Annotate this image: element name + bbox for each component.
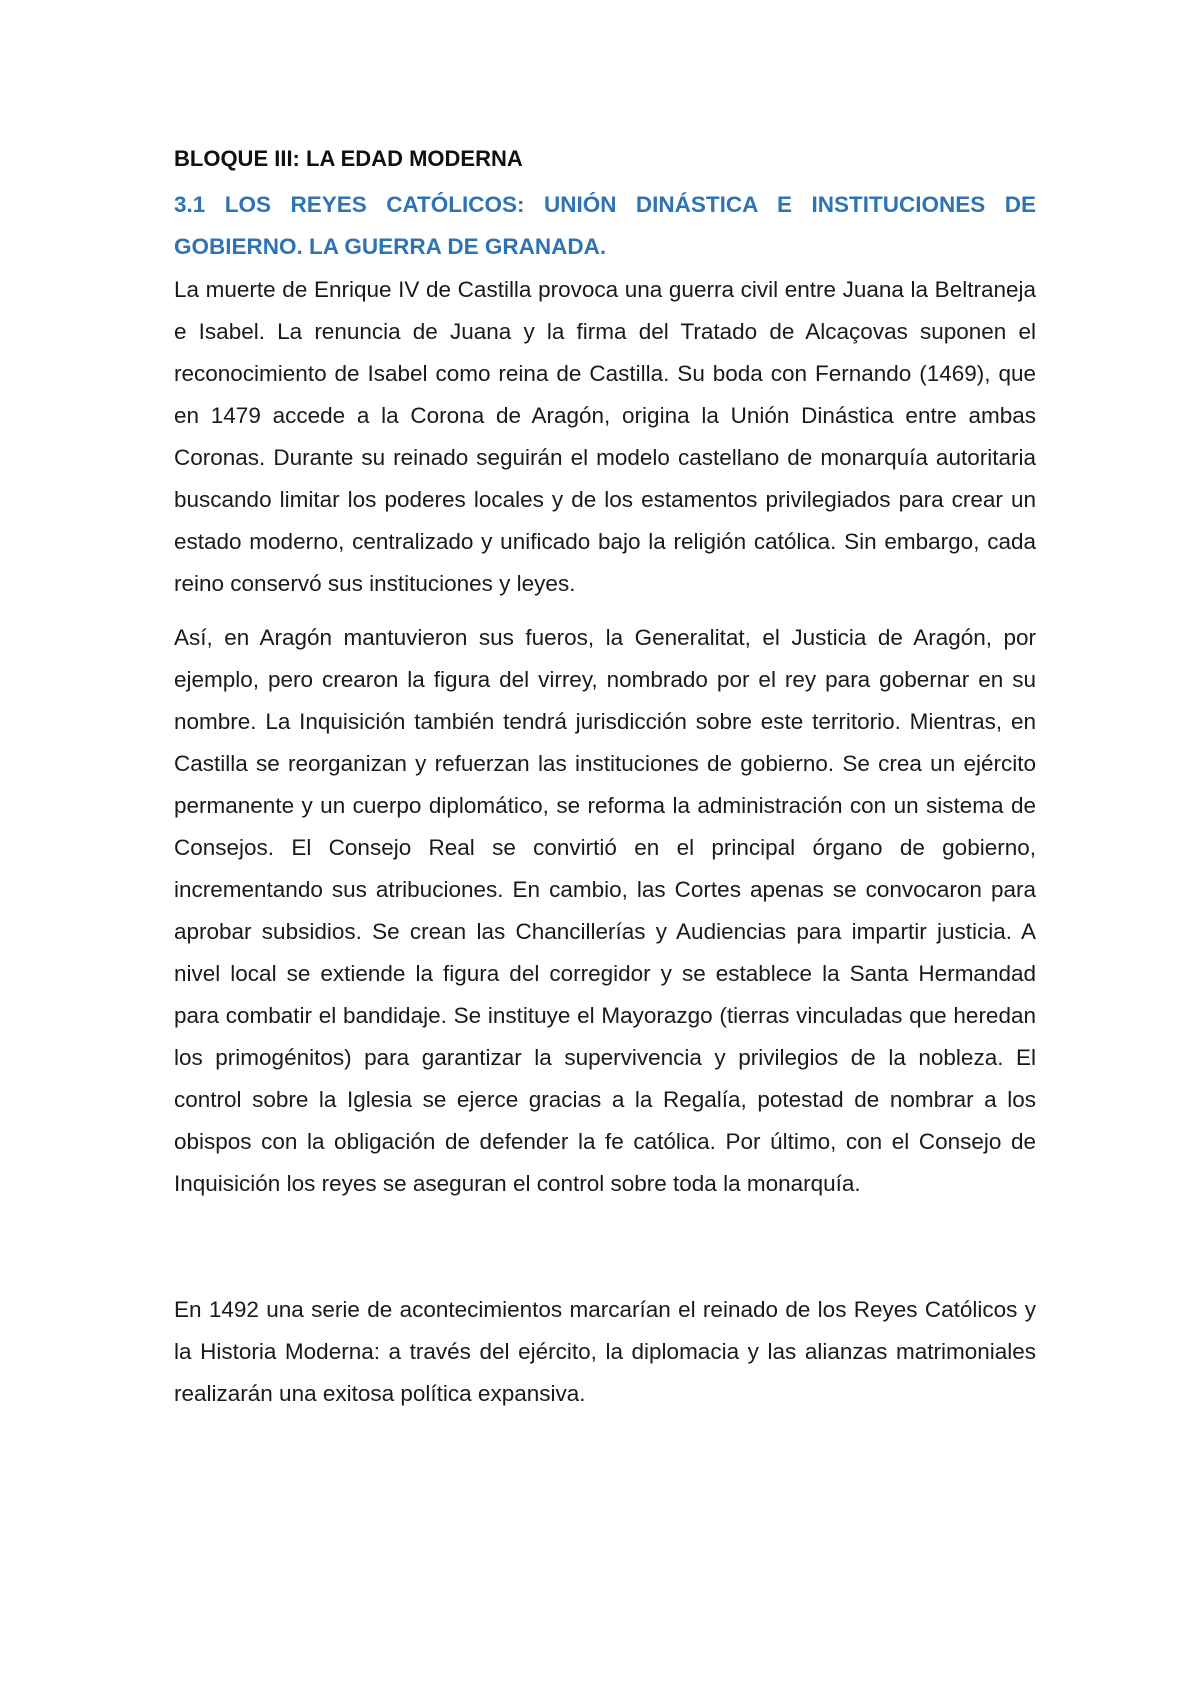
paragraph-3: En 1492 una serie de acontecimientos marcarían el reinado de los Reyes Católicos y la Historia Moderna: a través del ejército, la diplomacia y las alianzas matrimoniales realizarán una exitosa política expansiva. [174, 1297, 1036, 1406]
section-heading: 3.1 LOS REYES CATÓLICOS: UNIÓN DINÁSTICA E INSTITUCIONES DE GOBIERNO. LA GUERRA DE GRANADA. [174, 192, 1036, 259]
block-title: BLOQUE III: LA EDAD MODERNA [174, 146, 523, 171]
paragraph-2: Así, en Aragón mantuvieron sus fueros, la Generalitat, el Justicia de Aragón, por ejemplo, pero crearon la figura del virrey, nombrado por el rey para gobernar en su nombre. La Inquisición también tendrá jurisdicción sobre este territorio. Mientras, en Castilla se reorganizan y refuerzan las instituciones de gobierno. Se crea un ejército permanente y un cuerpo diplomático, se reforma la administración con un sistema de Consejos. El Consejo Real se convirtió en el principal órgano de gobierno, incrementando sus atribuciones. En cambio, las Cortes apenas se convocaron para aprobar subsidios. Se crean las Chancillerías y Audiencias para impartir justicia. A nivel local se extiende la figura del corregidor y se establece la Santa Hermandad para combatir el bandidaje. Se instituye el Mayorazgo (tierras vinculadas que heredan los primogénitos) para garantizar la supervivencia y privilegios de la nobleza. El control sobre la Iglesia se ejerce gracias a la Regalía, potestad de nombrar a los obispos con la obligación de defender la fe católica. Por último, con el Consejo de Inquisición los reyes se aseguran el control sobre toda la monarquía. [174, 625, 1036, 1196]
paragraph-1: La muerte de Enrique IV de Castilla provoca una guerra civil entre Juana la Beltraneja e Isabel. La renuncia de Juana y la firma del Tratado de Alcaçovas suponen el reconocimiento de Isabel como reina de Castilla. Su boda con Fernando (1469), que en 1479 accede a la Corona de Aragón, origina la Unión Dinástica entre ambas Coronas. Durante su reinado seguirán el modelo castellano de monarquía autoritaria buscando limitar los poderes locales y de los estamentos privilegiados para crear un estado moderno, centralizado y unificado bajo la religión católica. Sin embargo, cada reino conservó sus instituciones y leyes. [174, 277, 1036, 596]
document-page [174, 144, 1036, 1415]
